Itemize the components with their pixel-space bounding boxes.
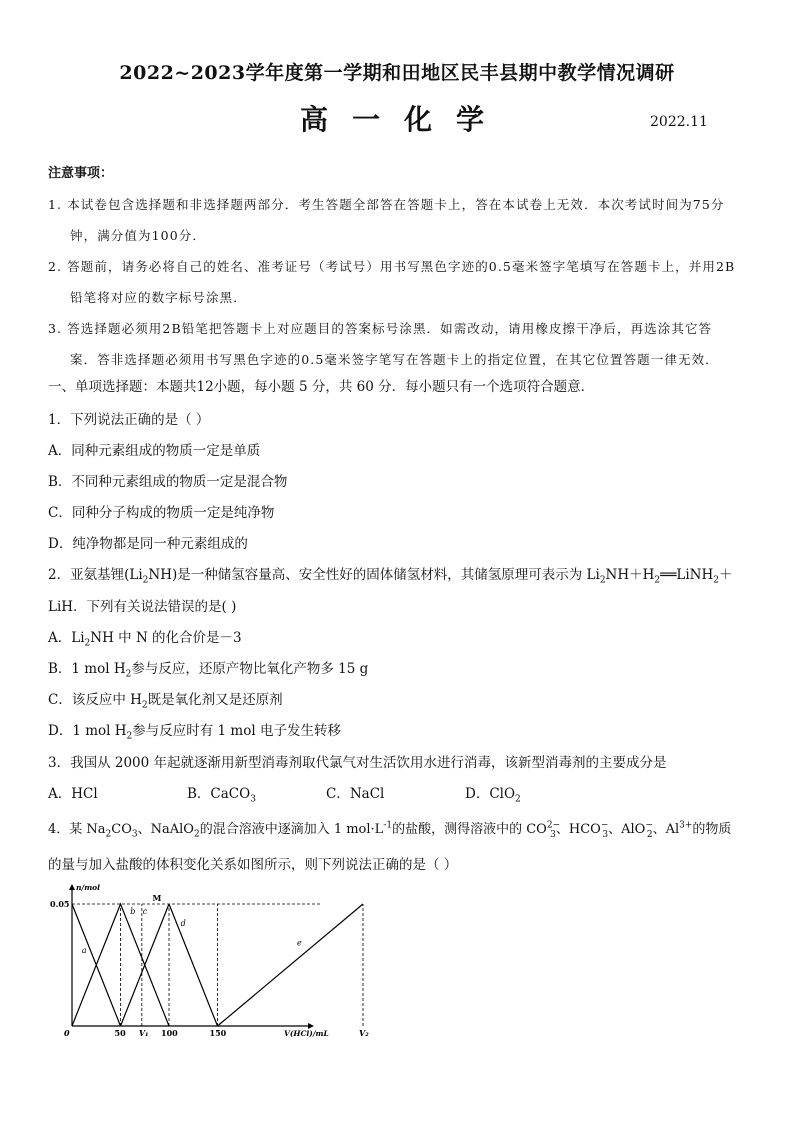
- x-tick-label: 0: [64, 1028, 70, 1038]
- q4-chart: [50, 880, 369, 1040]
- y-axis-arrow: [69, 884, 75, 890]
- x-tick-label: 150: [209, 1028, 227, 1038]
- q1-stem: 1．下列说法正确的是（ ）: [48, 412, 210, 428]
- q2-stem: 2．亚氨基锂$(Li_2NH)$是一种储氢容量高、安全性好的固体储氢材料，其储氢原理可表示为 $Li_2NH+H_2══LiNH_2+$: [48, 567, 733, 586]
- series-label-e: e: [297, 938, 302, 948]
- q3-option-a: A．HCl: [48, 786, 98, 802]
- exam-date: 2022.11: [650, 114, 708, 130]
- q3-option-d: D．ClO$_2$: [465, 786, 521, 805]
- exam-title: 2022~2023学年度第一学期和田地区民丰县期中教学情况调研: [119, 62, 675, 84]
- q3-option-c: C．NaCl: [326, 786, 385, 802]
- q1-option-d: D．纯净物都是同一种元素组成的: [48, 536, 248, 552]
- q3-stem: 3．我国从 2000 年起就逐渐用新型消毒剂取代氯气对生活饮用水进行消毒，该新型消毒剂的主要成分是: [48, 755, 667, 771]
- note-2-cont: 铅笔将对应的数字标号涂黑．: [70, 290, 247, 305]
- y-axis-label: n/mol: [76, 883, 100, 892]
- q2-stem-cont: LiH．下列有关说法错误的是( ): [48, 599, 237, 615]
- q3-option-b: B．CaCO$_3$: [187, 786, 256, 805]
- x-tick-label: V₂: [359, 1028, 369, 1038]
- point-label-m: M: [152, 893, 162, 903]
- q2-option-c: C．该反应中 $H_2$既是氧化剂又是还原剂: [48, 692, 283, 711]
- q1-option-c: C．同种分子构成的物质一定是纯净物: [48, 505, 275, 521]
- q2-option-b: B．1 mol $H_2$参与反应，还原产物比氧化产物多 15 g: [48, 661, 369, 680]
- series-line-d: [169, 904, 218, 1026]
- series-label-a: a: [81, 945, 87, 955]
- note-2: 2. 答题前，请务必将自己的姓名、准考证号（考试号）用书写黑色字迹的0.5毫米签字笔填写在答题卡上，并用2B: [48, 259, 736, 274]
- series-label-b: b: [130, 906, 136, 916]
- x-tick-label: V₁: [138, 1028, 149, 1038]
- x-tick-label: 100: [161, 1028, 178, 1038]
- q2-option-a: A．$Li_2NH$ 中 N 的化合价是－3: [48, 630, 242, 649]
- note-3-cont: 案．答非选择题必须用书写黑色字迹的0.5毫米签字笔写在答题卡上的指定位置，在其它位置答题一律无效．: [70, 352, 719, 367]
- note-1-cont: 钟，满分值为100分．: [70, 228, 206, 243]
- q1-option-a: A．同种元素组成的物质一定是单质: [48, 443, 261, 459]
- series-line-e: [218, 904, 364, 1026]
- q2-option-d: D．1 mol $H_2$参与反应时有 1 mol 电子发生转移: [48, 723, 341, 742]
- q4-stem: 4．某 $Na_2CO_3$、NaAlO$_2$的混合溶液中逐滴加入 1 $mol\cdot L^{-1}$的盐酸，测得溶液中的 $CO^{2-}_3$、$HCO^-_3$、AlO−$_2$、$Al^{3+}$的物质: [48, 820, 732, 840]
- q1-option-b: B．不同种元素组成的物质一定是混合物: [48, 474, 288, 490]
- note-1: 1. 本试卷包含选择题和非选择题两部分．考生答题全部答在答题卡上，答在本试卷上无效．本次考试时间为75分: [48, 197, 725, 212]
- y-tick-label: 0.05: [50, 899, 70, 909]
- notes-heading: 注意事项：: [48, 166, 114, 181]
- x-tick-label: 50: [114, 1028, 126, 1038]
- note-3: 3. 答选择题必须用2B铅笔把答题卡上对应题目的答案标号涂黑．如需改动，请用橡皮擦干净后，再选涂其它答: [48, 321, 713, 336]
- series-label-c: c: [142, 906, 148, 916]
- x-axis-label: V(HCl)/mL: [284, 1029, 329, 1038]
- q4-stem-cont: 的量与加入盐酸的体积变化关系如图所示，则下列说法正确的是（ ）: [48, 857, 458, 873]
- section-1-heading: 一、单项选择题：本题共12小题，每小题 5 分，共 60 分．每小题只有一个选项符合题意．: [48, 379, 595, 395]
- subject-title: 高一化学: [300, 103, 509, 136]
- series-label-d: d: [180, 918, 186, 928]
